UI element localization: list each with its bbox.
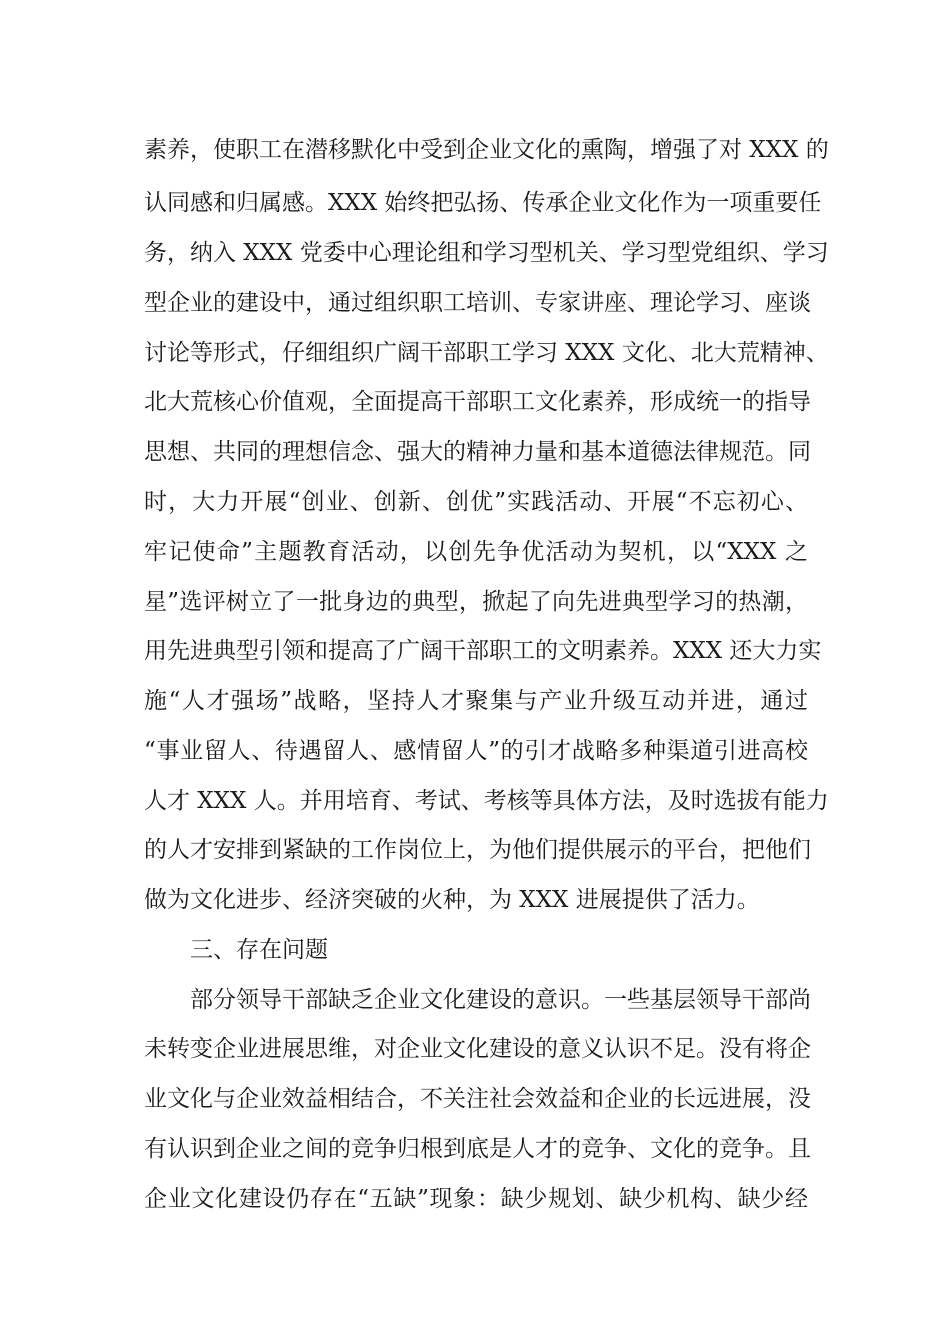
paragraph-line: 牢记使命”主题教育活动，以创先争优活动为契机，以“XXX 之 [144,539,808,565]
paragraph-line: 务，纳入 XXX 党委中心理论组和学习型机关、学习型党组织、学习 [144,240,829,266]
paragraph-line: 人才 XXX 人。并用培育、考试、考核等具体方法，及时选拔有能力 [144,788,829,814]
paragraph-line: 未转变企业进展思维，对企业文化建设的意义认识不足。没有将企 [144,1036,811,1062]
paragraph-line: 星”选评树立了一批身边的典型，掀起了向先进典型学习的热潮， [144,589,808,615]
paragraph-line: 施“人才强场”战略，坚持人才聚集与产业升级互动并进，通过 [144,688,808,714]
section-heading: 三、存在问题 [190,937,328,963]
paragraph-line: “事业留人、待遇留人、感情留人”的引才战略多种渠道引进高校 [144,738,808,764]
paragraph-line: 用先进典型引领和提高了广阔干部职工的文明素养。XXX 还大力实 [144,638,822,664]
paragraph-line: 北大荒核心价值观，全面提高干部职工文化素养，形成统一的指导 [144,389,811,415]
paragraph-line: 企业文化建设仍存在“五缺”现象：缺少规划、缺少机构、缺少经 [144,1186,808,1212]
paragraph-line: 业文化与企业效益相结合，不关注社会效益和企业的长远进展，没 [144,1086,811,1112]
paragraph-line: 部分领导干部缺乏企业文化建设的意识。一些基层领导干部尚 [190,987,811,1013]
paragraph-line: 讨论等形式，仔细组织广阔干部职工学习 XXX 文化、北大荒精神、 [144,340,829,366]
paragraph-line: 时，大力开展“创业、创新、创优”实践活动、开展“不忘初心、 [144,489,808,515]
paragraph-line: 型企业的建设中，通过组织职工培训、专家讲座、理论学习、座谈 [144,290,811,316]
paragraph-line: 素养，使职工在潜移默化中受到企业文化的熏陶，增强了对 XXX 的 [144,137,829,163]
paragraph-line: 认同感和归属感。XXX 始终把弘扬、传承企业文化作为一项重要任 [144,190,822,216]
paragraph-line: 做为文化进步、经济突破的火种，为 XXX 进展提供了活力。 [144,887,760,913]
paragraph-line: 思想、共同的理想信念、强大的精神力量和基本道德法律规范。同 [144,439,811,465]
paragraph-line: 的人才安排到紧缺的工作岗位上，为他们提供展示的平台，把他们 [144,837,811,863]
paragraph-line: 有认识到企业之间的竞争归根到底是人才的竞争、文化的竞争。且 [144,1136,811,1162]
